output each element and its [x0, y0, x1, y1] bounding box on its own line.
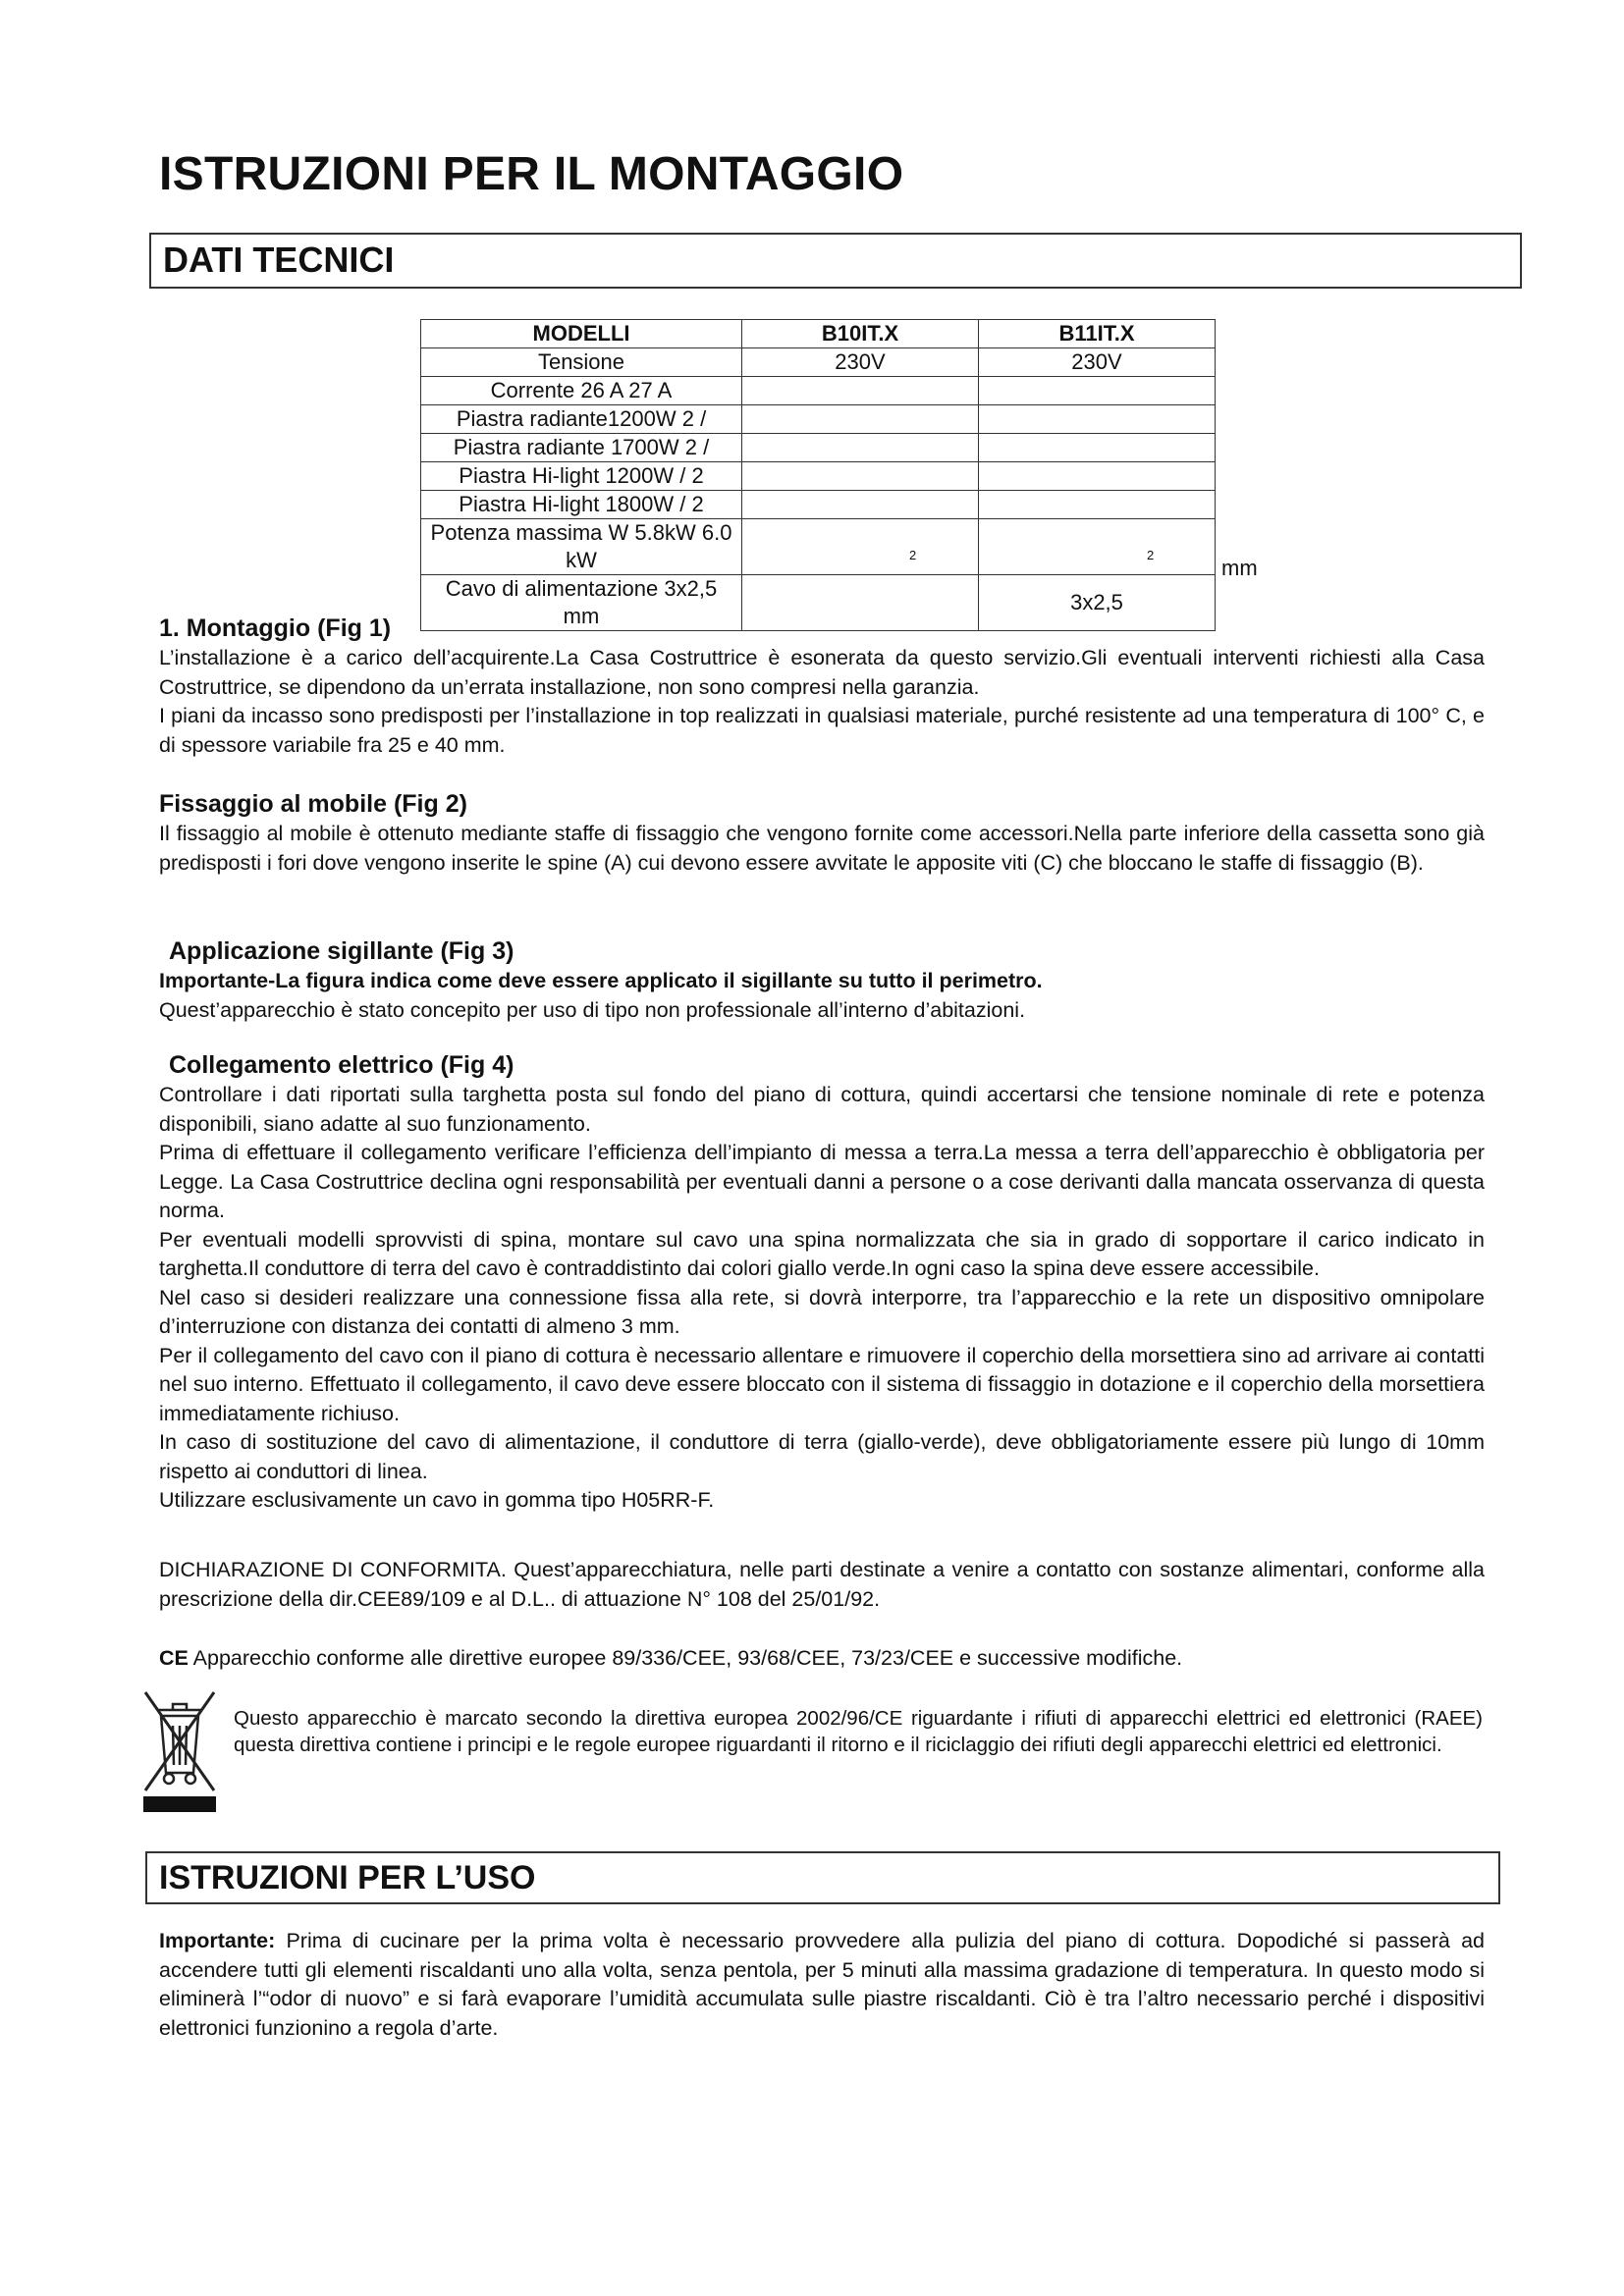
- superscript-2: 2: [1147, 548, 1155, 562]
- table-row: [421, 377, 1216, 405]
- paragraph: Nel caso si desideri realizzare una connessione fissa alla rete, si dovrà interporre, tra l’apparecchio e la rete un dispositivo omnipolare d’interruzione con distanza dei contatti di almeno 3 mm.: [159, 1285, 1485, 1338]
- sigillante-text: [159, 967, 1485, 1025]
- table-cell: [979, 491, 1216, 519]
- section-heading-dati-tecnici: DATI TECNICI: [149, 233, 1522, 289]
- table-cell: [742, 434, 979, 462]
- table-cell: [742, 462, 979, 491]
- fissaggio-text: [159, 820, 1485, 878]
- paragraph: Questo apparecchio è marcato secondo la direttiva europea 2002/96/CE riguardante i rifiuti di apparecchi elettrici ed elettronici (RAEE) questa direttiva contiene i principi e le regole europee riguardanti il ritorno e il riciclaggio dei rifiuti degli apparecchi elettrici ed elettronici.: [234, 1707, 1483, 1756]
- uso-text: [159, 1927, 1485, 2043]
- paragraph: Per eventuali modelli sprovvisti di spina, montare sul cavo una spina normalizzata che sia in grado di sopportare il carico indicato in targhetta.Il conduttore di terra del cavo è contraddistinto dai colori giallo verde.In ogni caso la spina deve essere accessibile.: [159, 1227, 1485, 1280]
- table-row: [421, 575, 1216, 631]
- table-cell: [742, 377, 979, 405]
- section-heading-fissaggio: Fissaggio al mobile (Fig 2): [159, 790, 467, 818]
- raee-text: [234, 1705, 1483, 1758]
- paragraph: Il fissaggio al mobile è ottenuto mediante staffe di fissaggio che vengono fornite come accessori.Nella parte inferiore della cassetta sono già predisposti i fori dove vengono inserite le spine (A) cui devono essere avvitate le apposite viti (C) che bloccano le staffe di fissaggio (B).: [159, 822, 1485, 875]
- table-row: [421, 491, 1216, 519]
- table-header-cell: B10IT.X: [742, 320, 979, 348]
- table-cell: [742, 519, 979, 575]
- table-cell: 3x2,5: [979, 575, 1216, 631]
- unit-mm: mm: [1221, 556, 1258, 580]
- section-heading-collegamento: Collegamento elettrico (Fig 4): [169, 1051, 514, 1079]
- paragraph: Utilizzare esclusivamente un cavo in gomma tipo H05RR-F.: [159, 1488, 715, 1512]
- table-row: [421, 434, 1216, 462]
- table-cell: 230V: [979, 348, 1216, 377]
- table-cell: Cavo di alimentazione 3x2,5 mm: [421, 575, 742, 631]
- table-header-cell: MODELLI: [421, 320, 742, 348]
- page-title: ISTRUZIONI PER IL MONTAGGIO: [159, 148, 904, 200]
- section-heading-montaggio: 1. Montaggio (Fig 1): [159, 614, 392, 642]
- section-heading-uso: ISTRUZIONI PER L’USO: [145, 1851, 1500, 1904]
- table-cell: [742, 491, 979, 519]
- table-cell: Piastra radiante 1700W 2 /: [421, 434, 742, 462]
- table-cell: [979, 405, 1216, 434]
- section-heading-sigillante: Applicazione sigillante (Fig 3): [169, 937, 514, 965]
- conformita-text: [159, 1556, 1485, 1614]
- table-row: [421, 519, 1216, 575]
- table-row: [421, 462, 1216, 491]
- paragraph: Controllare i dati riportati sulla targhetta posta sul fondo del piano di cottura, quindi accertarsi che tensione nominale di rete e potenza disponibili, siano adatte al suo funzionamento.: [159, 1083, 1485, 1136]
- table-cell: [979, 434, 1216, 462]
- spec-table: [420, 319, 1216, 631]
- table-cell: [742, 405, 979, 434]
- table-header-row: [421, 320, 1216, 348]
- important-label: Importante:: [159, 1929, 276, 1952]
- collegamento-text: [159, 1081, 1485, 1516]
- table-header-cell: B11IT.X: [979, 320, 1216, 348]
- table-row: [421, 348, 1216, 377]
- table-cell: Potenza massima W 5.8kW 6.0 kW: [421, 519, 742, 575]
- ce-mark: CE: [159, 1646, 189, 1670]
- table-cell: Piastra radiante1200W 2 /: [421, 405, 742, 434]
- table-cell: Tensione: [421, 348, 742, 377]
- important-note: Importante-La figura indica come deve essere applicato il sigillante su tutto il perimetro.: [159, 969, 1043, 992]
- uso-statement: Prima di cucinare per la prima volta è necessario provvedere alla pulizia del piano di cottura. Dopodiché si passerà ad accendere tutti gli elementi riscaldanti uno alla volta, senza pentola, per 5 minuti alla massima gradazione di temperatura. In questo modo si eliminerà l’“odor di nuovo” e si farà evaporare l’umidità accumulata sulle piastre riscaldanti. Ciò è tra l’altro necessario perché i dispositivi elettronici funzionino a regola d’arte.: [159, 1929, 1485, 2040]
- paragraph: I piani da incasso sono predisposti per l’installazione in top realizzati in qualsiasi materiale, purché resistente ad una temperatura di 100° C, e di spessore variabile fra 25 e 40 mm.: [159, 704, 1485, 757]
- superscript-2: 2: [909, 548, 917, 562]
- table-cell: 230V: [742, 348, 979, 377]
- table-cell: Corrente 26 A 27 A: [421, 377, 742, 405]
- ce-text: [159, 1644, 1485, 1674]
- table-row: [421, 405, 1216, 434]
- table-cell: [979, 462, 1216, 491]
- paragraph: Quest’apparecchio è stato concepito per uso di tipo non professionale all’interno d’abitazioni.: [159, 997, 1026, 1022]
- paragraph: DICHIARAZIONE DI CONFORMITA. Quest’apparecchiatura, nelle parti destinate a venire a contatto con sostanze alimentari, conforme alla prescrizione della dir.CEE89/109 e al D.L.. di attuazione N° 108 del 25/01/92.: [159, 1558, 1485, 1611]
- table-cell: [742, 575, 979, 631]
- paragraph: Prima di effettuare il collegamento verificare l’efficienza dell’impianto di messa a terra.La messa a terra dell’apparecchio è obbligatoria per Legge. La Casa Costruttrice declina ogni responsabilità per eventuali danni a persone o a cose derivanti dalla mancata osservanza di questa norma.: [159, 1141, 1485, 1222]
- table-cell: Piastra Hi-light 1200W / 2: [421, 462, 742, 491]
- paragraph: [159, 1644, 1485, 1674]
- paragraph: In caso di sostituzione del cavo di alimentazione, il conduttore di terra (giallo-verde), deve obbligatoriamente essere più lungo di 10mm rispetto ai conduttori di linea.: [159, 1430, 1485, 1483]
- paragraph: [159, 1927, 1485, 2043]
- weee-bin-icon: [139, 1686, 220, 1814]
- ce-statement: Apparecchio conforme alle direttive europee 89/336/CEE, 93/68/CEE, 73/23/CEE e successive modifiche.: [188, 1646, 1183, 1670]
- table-cell: [979, 519, 1216, 575]
- montaggio-text: [159, 644, 1485, 760]
- paragraph: L’installazione è a carico dell’acquirente.La Casa Costruttrice è esonerata da questo servizio.Gli eventuali interventi richiesti alla Casa Costruttrice, se dipendono da un’errata installazione, non sono compresi nella garanzia.: [159, 646, 1485, 699]
- table-cell: Piastra Hi-light 1800W / 2: [421, 491, 742, 519]
- paragraph: Per il collegamento del cavo con il piano di cottura è necessario allentare e rimuovere il coperchio della morsettiera sino ad arrivare ai contatti nel suo interno. Effettuato il collegamento, il cavo deve essere bloccato con il sistema di fissaggio in dotazione e il coperchio della morsettiera immediatamente richiuso.: [159, 1343, 1485, 1425]
- table-cell: [979, 377, 1216, 405]
